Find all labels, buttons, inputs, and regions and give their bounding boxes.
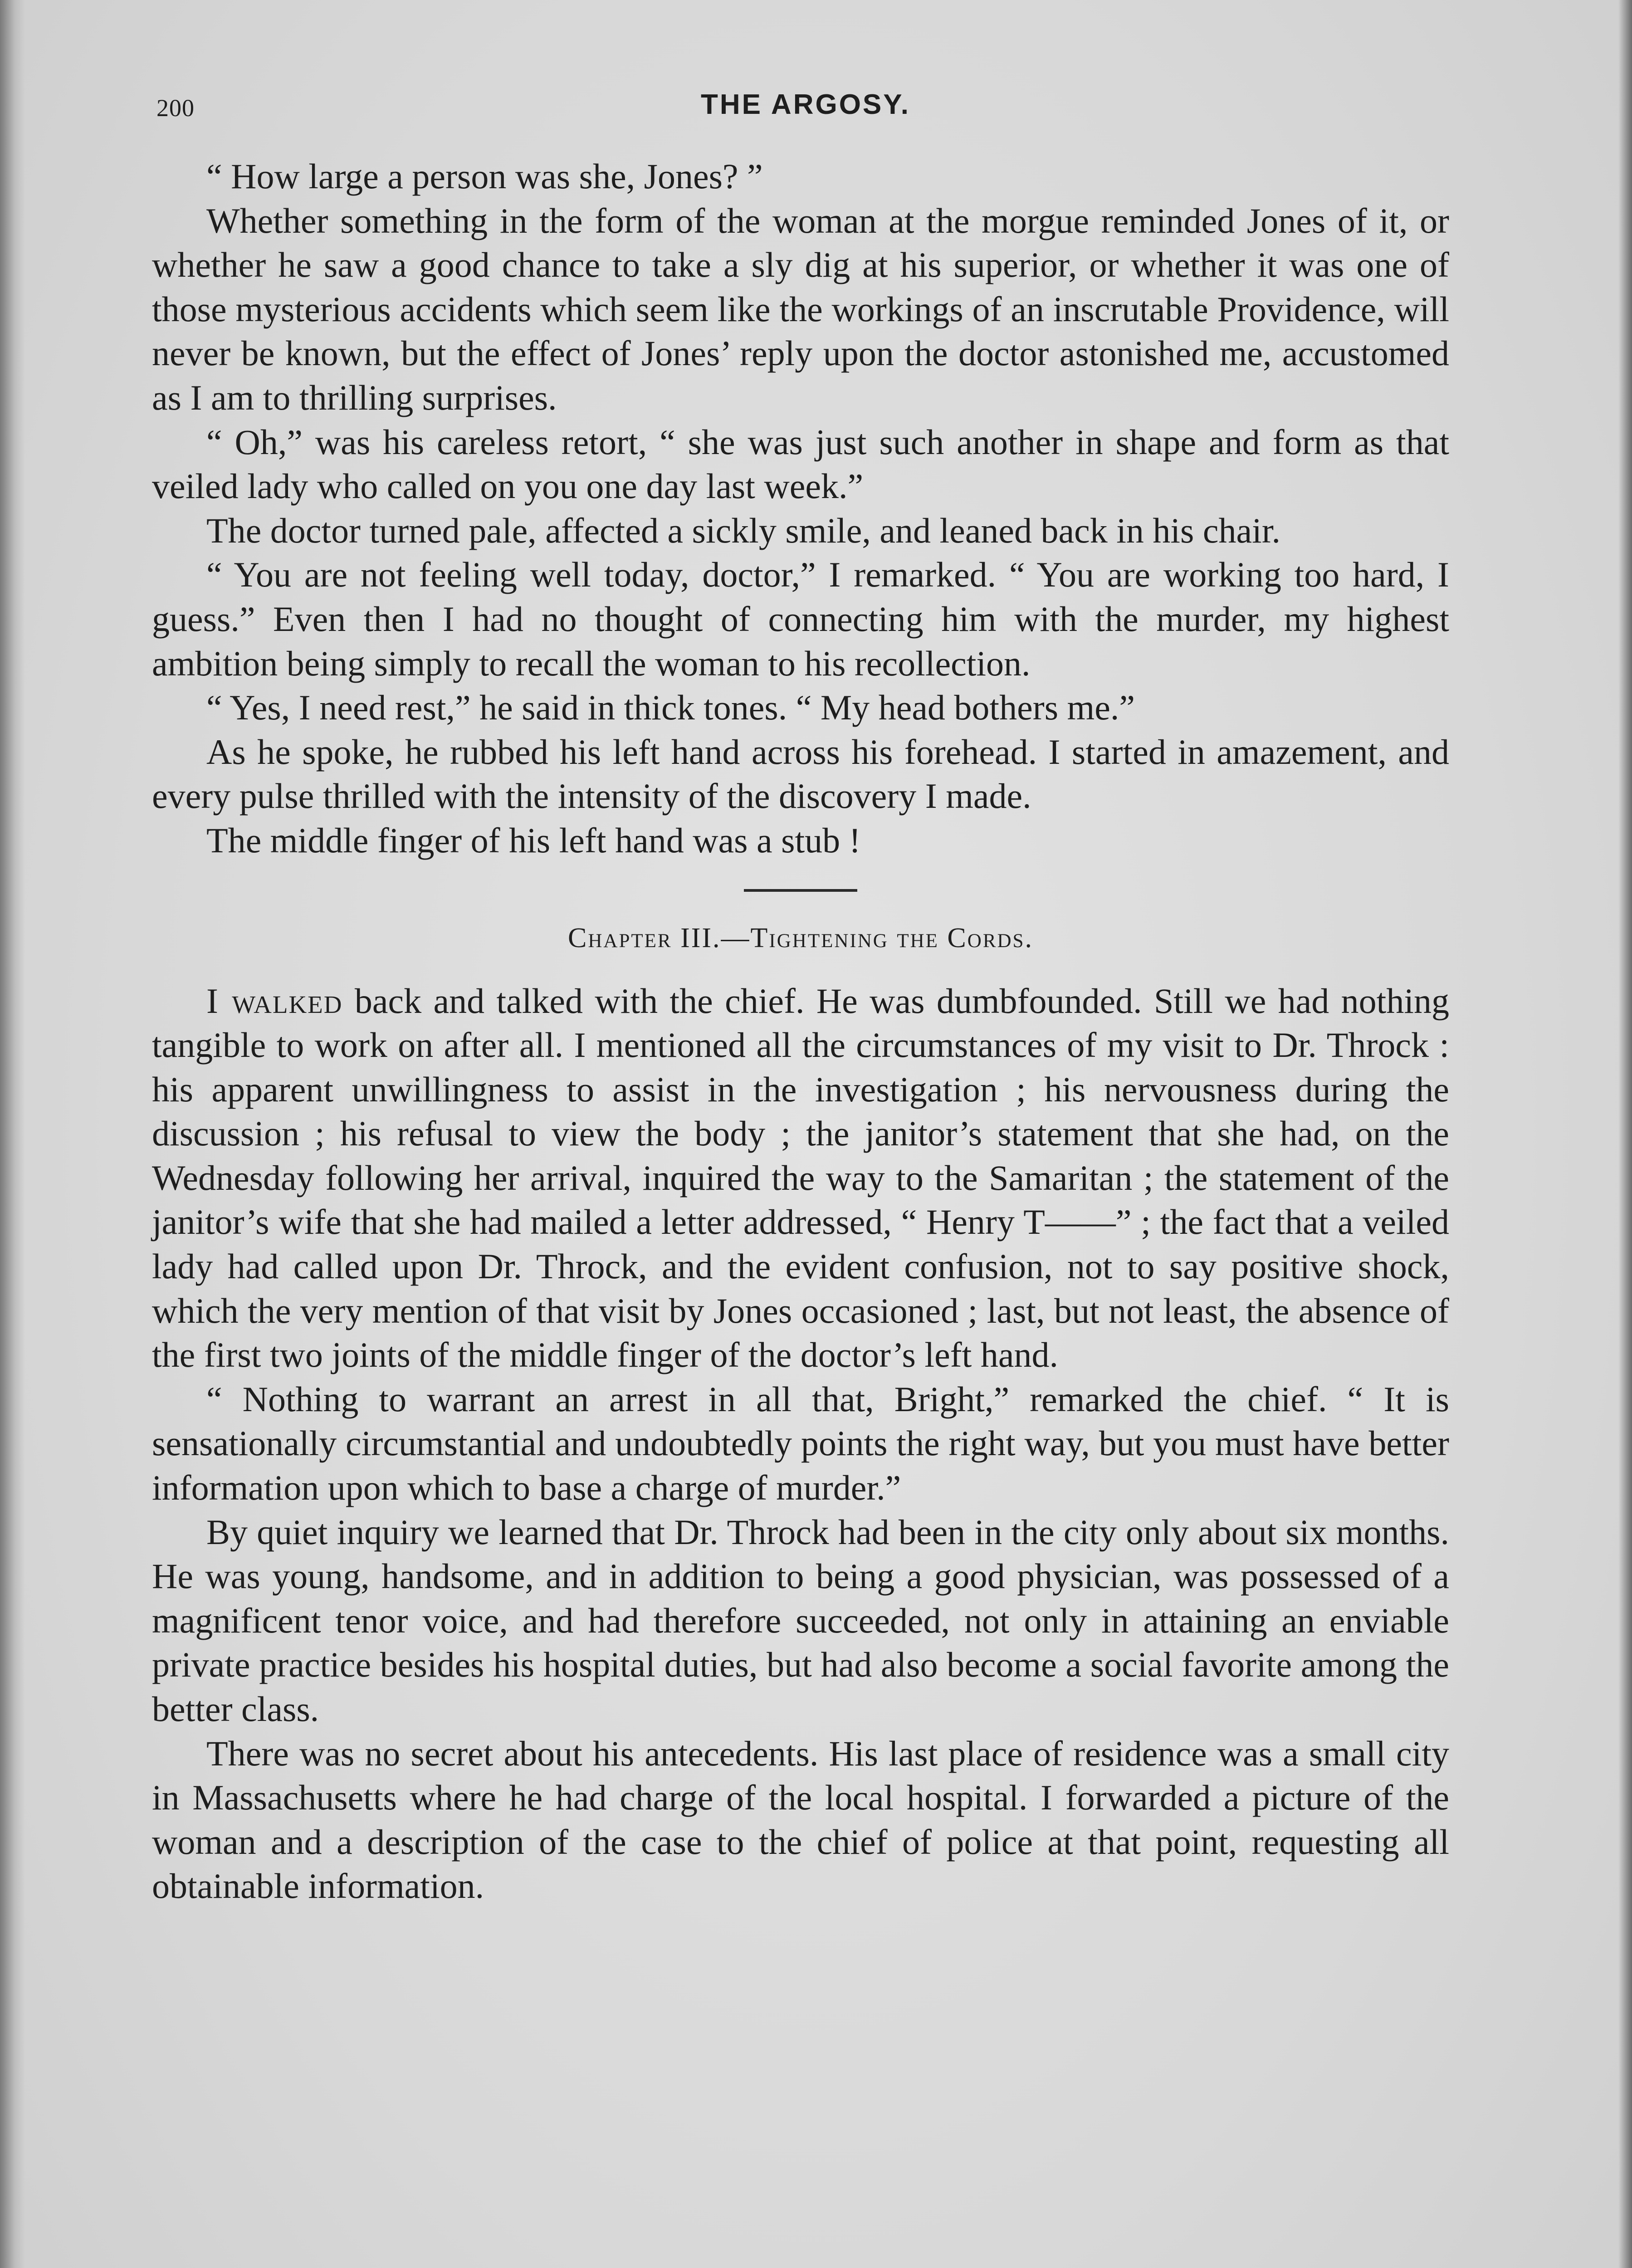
paragraph-chapter-opening (152, 979, 1449, 1377)
running-title: THE ARGOSY. (701, 89, 910, 120)
paragraph: “ You are not feeling well today, doctor,” I remarked. “ You are working too hard, I guess.” Even then I had no thought of connecting him with the murder, my highest ambition being simply to recall the woman to his recollection. (152, 555, 1449, 683)
paragraph: The middle finger of his left hand was a stub ! (206, 820, 861, 860)
page-left-shadow (0, 0, 25, 2268)
paragraph: “ Oh,” was his careless retort, “ she was just such another in shape and form as that veiled lady who called on you one day last week.” (152, 422, 1449, 506)
page-header (156, 88, 1455, 129)
paragraph: “ Nothing to warrant an arrest in all that, Bright,” remarked the chief. “ It is sensationally circumstantial and undoubtedly points the right way, but you must have better information upon which to base a charge of murder.” (152, 1379, 1449, 1508)
chapter-heading: Chapter III.—Tightening the Cords. (568, 922, 1033, 953)
paragraph: Whether something in the form of the woman at the morgue reminded Jones of it, or whether he saw a good chance to take a sly dig at his superior, or whether it was one of those mysterious accidents which seem like the workings of an inscrutable Providence, will never be known, but the effect of Jones’ reply upon the doctor astonished me, accustomed as I am to thrilling surprises. (152, 200, 1449, 417)
paragraph: “ Yes, I need rest,” he said in thick tones. “ My head bothers me.” (206, 688, 1135, 728)
section-divider-rule (744, 889, 857, 892)
paragraph: By quiet inquiry we learned that Dr. Throck had been in the city only about six months. He was young, handsome, and in addition to being a good physician, was possessed of a magnificent tenor voice, and had therefore succeeded, not only in attaining an enviable private practice besides his hospital duties, but had also become a social favorite among the better class. (152, 1512, 1449, 1729)
page-number: 200 (156, 94, 195, 122)
paragraph: The doctor turned pale, affected a sickly smile, and leaned back in his chair. (206, 510, 1280, 550)
chapter-lead-word: I walked (206, 981, 343, 1021)
paragraph: “ How large a person was she, Jones? ” (206, 156, 763, 196)
page-right-shadow (1618, 0, 1632, 2268)
paragraph: As he spoke, he rubbed his left hand across his forehead. I started in amazement, and every pulse thrilled with the intensity of the discovery I made. (152, 732, 1449, 816)
paragraph: There was no secret about his antecedents. His last place of residence was a small city in Massachusetts where he had charge of the local hospital. I forwarded a picture of the woman and a description of the case to the chief of police at that point, requesting all obtainable information. (152, 1733, 1449, 1906)
article-body (152, 154, 1449, 1908)
chapter-opening-text: back and talked with the chief. He was dumbfounded. Still we had nothing tangible to work on after all. I mentioned all the circumstances of my visit to Dr. Throck : his apparent unwillingness to assist in the investigation ; his nervousness during the discussion ; his refusal to view the body ; the janitor’s statement that she had, on the Wednesday following her arrival, inquired the way to the Samaritan ; the statement of the janitor’s wife that she had mailed a letter addressed, “ Henry T——” ; the fact that a veiled lady had called upon Dr. Throck, and the evident confusion, not to say positive shock, which the very mention of that visit by Jones occasioned ; last, but not least, the absence of the first two joints of the middle finger of the doctor’s left hand. (152, 981, 1449, 1375)
